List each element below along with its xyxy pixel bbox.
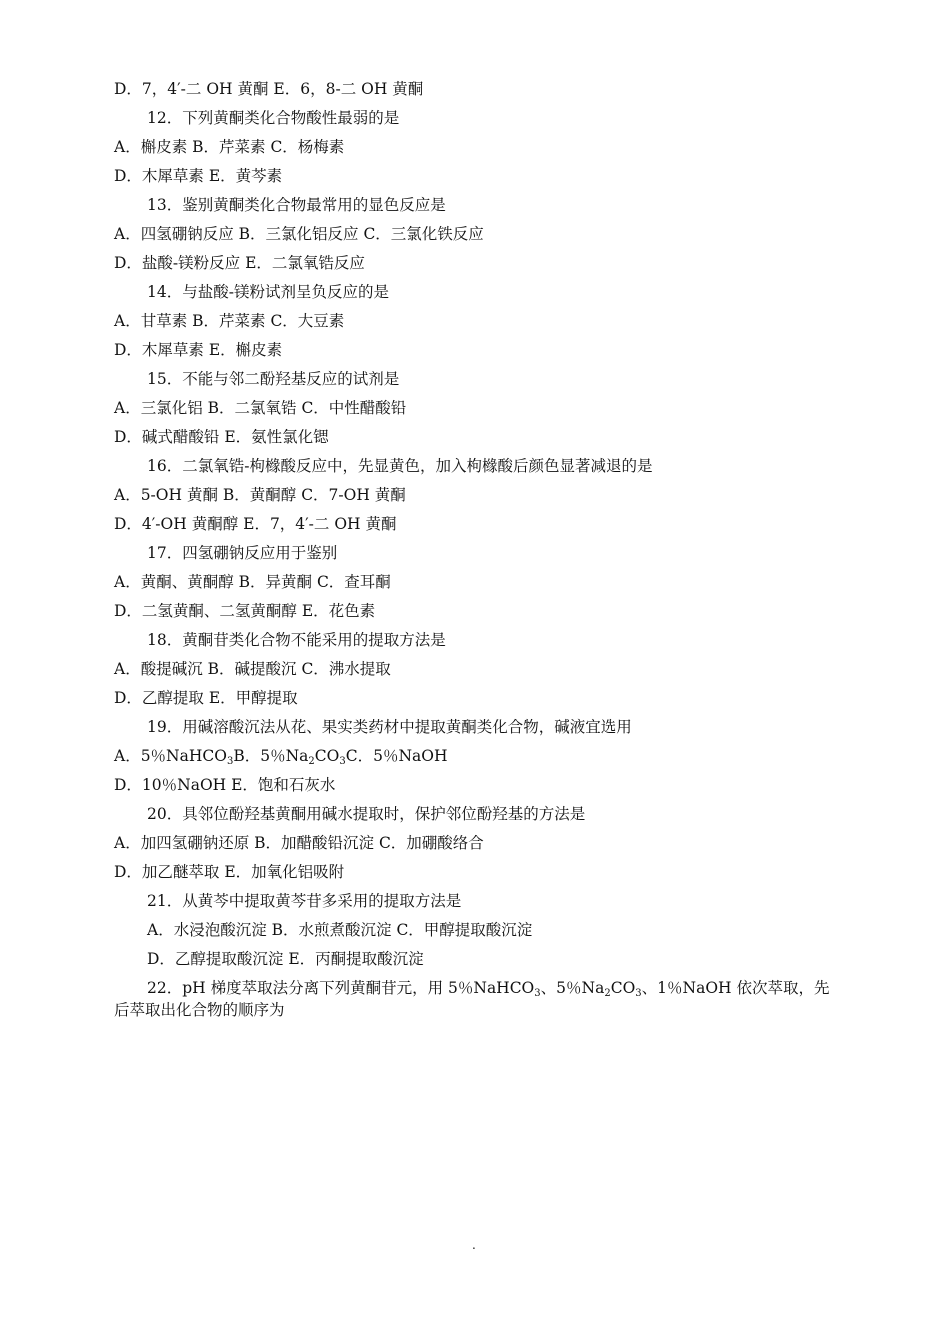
- option-text: A．5％NaHCO: [114, 747, 227, 765]
- option-line-q17-d: D．二氢黄酮、二氢黄酮醇 E．花色素: [114, 602, 376, 620]
- question-21: 21．从黄芩中提取黄芩苷多采用的提取方法是: [147, 892, 462, 910]
- option-text: CO: [314, 747, 340, 765]
- option-line-q17-a: A．黄酮、黄酮醇 B．异黄酮 C．查耳酮: [114, 573, 391, 591]
- option-line-q20-d: D．加乙醚萃取 E．加氧化铝吸附: [114, 863, 345, 881]
- option-line-q16-a: A．5-OH 黄酮 B．黄酮醇 C．7-OH 黄酮: [114, 486, 406, 504]
- option-line-q20-a: A．加四氢硼钠还原 B．加醋酸铅沉淀 C．加硼酸络合: [114, 834, 484, 852]
- option-line-q21-d: D．乙醇提取酸沉淀 E．丙酮提取酸沉淀: [147, 950, 424, 968]
- question-20: 20．具邻位酚羟基黄酮用碱水提取时，保护邻位酚羟基的方法是: [147, 805, 586, 823]
- question-13: 13．鉴别黄酮类化合物最常用的显色反应是: [147, 196, 446, 214]
- option-line-q12-d: D．木犀草素 E．黄芩素: [114, 167, 283, 185]
- option-line-q15-a: A．三氯化铝 B．二氯氧锆 C．中性醋酸铅: [114, 399, 407, 417]
- question-19: 19．用碱溶酸沉法从花、果实类药材中提取黄酮类化合物，碱液宜选用: [147, 718, 632, 736]
- subscript: 3: [226, 756, 234, 767]
- option-line-q16-d: D．4′-OH 黄酮醇 E．7，4′-二 OH 黄酮: [114, 515, 397, 533]
- question-15: 15．不能与邻二酚羟基反应的试剂是: [147, 370, 400, 388]
- option-text: B．5％Na: [233, 747, 309, 765]
- option-line-q19-a: [114, 746, 447, 766]
- question-text: CO: [610, 979, 636, 997]
- option-line-q14-d: D．木犀草素 E．槲皮素: [114, 341, 283, 359]
- option-line-q18-d: D．乙醇提取 E．甲醇提取: [114, 689, 298, 707]
- option-line-q19-d: D．10％NaOH E．饱和石灰水: [114, 776, 336, 794]
- question-text: 、1％NaOH 依次萃取，先: [641, 979, 830, 997]
- question-text: 、5％Na: [540, 979, 605, 997]
- subscript: 3: [534, 988, 541, 999]
- question-16: 16．二氯氧锆-枸橼酸反应中，先显黄色，加入枸橼酸后颜色显著减退的是: [147, 457, 653, 475]
- option-line-q13-a: A．四氢硼钠反应 B．三氯化铝反应 C．三氯化铁反应: [114, 225, 484, 243]
- option-line-q14-a: A．甘草素 B．芹菜素 C．大豆素: [114, 312, 345, 330]
- subscript: 3: [339, 756, 346, 767]
- subscript: 2: [308, 756, 315, 767]
- option-line-q21-a: A．水浸泡酸沉淀 B．水煎煮酸沉淀 C．甲醇提取酸沉淀: [147, 921, 533, 939]
- question-14: 14．与盐酸-镁粉试剂呈负反应的是: [147, 283, 389, 301]
- question-22-continued: 后萃取出化合物的顺序为: [114, 1001, 285, 1019]
- page-footer-dot: .: [472, 1238, 476, 1252]
- question-text: 22．pH 梯度萃取法分离下列黄酮苷元，用 5％NaHCO: [147, 979, 535, 997]
- question-18: 18．黄酮苷类化合物不能采用的提取方法是: [147, 631, 446, 649]
- question-22: [147, 978, 829, 998]
- question-17: 17．四氢硼钠反应用于鉴别: [147, 544, 338, 562]
- option-text: C．5％NaOH: [345, 747, 448, 765]
- option-line-q12-a: A．槲皮素 B．芹菜素 C．杨梅素: [114, 138, 345, 156]
- option-line-q13-d: D．盐酸-镁粉反应 E．二氯氧锆反应: [114, 254, 365, 272]
- option-line-q11-d: D．7，4′-二 OH 黄酮 E．6，8-二 OH 黄酮: [114, 80, 424, 98]
- option-line-q18-a: A．酸提碱沉 B．碱提酸沉 C．沸水提取: [114, 660, 391, 678]
- subscript: 2: [604, 988, 611, 999]
- question-12: 12．下列黄酮类化合物酸性最弱的是: [147, 109, 400, 127]
- subscript: 3: [635, 988, 642, 999]
- option-line-q15-d: D．碱式醋酸铅 E．氨性氯化锶: [114, 428, 329, 446]
